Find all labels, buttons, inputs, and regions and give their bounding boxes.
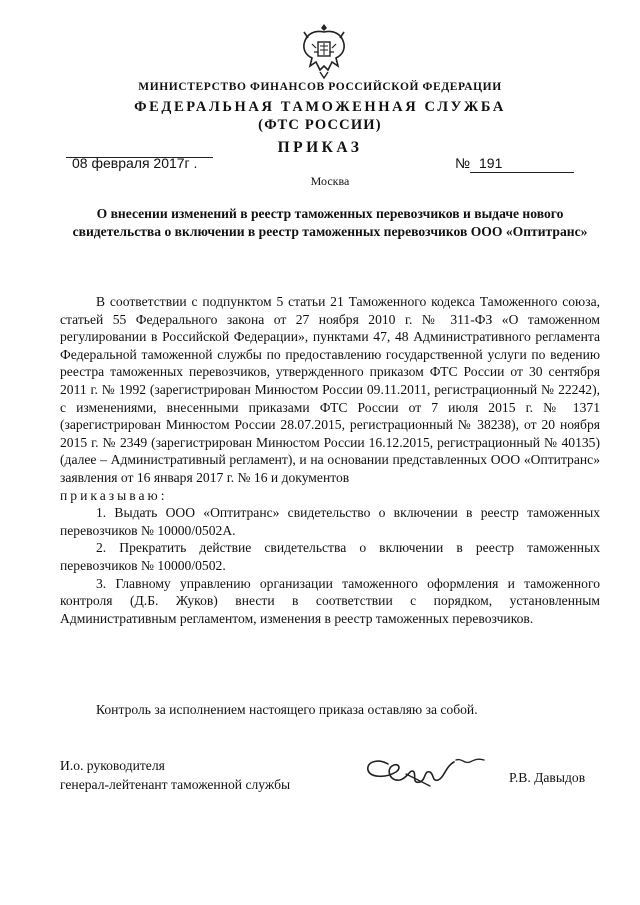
document-title: О внесении изменений в реестр таможенных перевозчиков и выдаче нового свидетельства о включении в реестр таможенных перевозчиков ООО «Оптитранс» xyxy=(72,206,588,239)
service-name: ФЕДЕРАЛЬНАЯ ТАМОЖЕННАЯ СЛУЖБА xyxy=(134,99,506,115)
control-sentence: Контроль за исполнением настоящего приказа оставляю за собой. xyxy=(96,702,478,717)
city: Москва xyxy=(310,174,350,188)
number-underline xyxy=(470,172,574,173)
order-number: 191 xyxy=(479,155,503,171)
order-word: приказываю: xyxy=(60,487,168,503)
order-date: 08 февраля 2017г . xyxy=(72,155,198,171)
preamble-paragraph: В соответствии с подпунктом 5 статьи 21 Таможенного кодекса Таможенного союза, статьей 55 Федерального закона от 27 ноября 2010 г. № 311-ФЗ «О таможенном регулировании в Российской Федерации», пунктами 47, 48 Административного регламента Федеральной таможенной службы по предоставлению государственной услуги по ведению реестра таможенных перевозчиков, утвержденного приказом ФТС России от 30 сентября 2011 г. № 1992 (зарегистрирован Минюстом России 09.11.2011, регистрационный № 22242), с изменениями, внесенными приказами ФТС России от 7 июля 2015 г. № 1371 (зарегистрирован Минюстом России 28.07.2015, регистрационный № 38238), от 20 ноября 2015 г. № 2349 (зарегистрирован Минюстом России 16.12.2015, регистрационный № 40135) (далее – Административный регламент), и на основании представленных ООО «Оптитранс» заявления от 16 января 2017 г. № 16 и документов xyxy=(60,294,600,485)
order-item-2: 2. Прекратить действие свидетельства о включении в реестр таможенных перевозчиков № 10000/0502. xyxy=(60,540,600,573)
signatory-name: Р.В. Давыдов xyxy=(509,770,586,785)
order-item-1: 1. Выдать ООО «Оптитранс» свидетельство о включении в реестр таможенных перевозчиков № 10000/0502А. xyxy=(60,505,600,538)
coat-of-arms-emblem xyxy=(300,22,348,80)
number-sign: № xyxy=(455,155,471,171)
service-short-name: (ФТС РОССИИ) xyxy=(258,117,382,133)
signatory-role-line-2: генерал-лейтенант таможенной службы xyxy=(60,777,291,792)
document-type: ПРИКАЗ xyxy=(277,139,363,156)
signatory-role-line-1: И.о. руководителя xyxy=(60,758,165,773)
order-item-3: 3. Главному управлению организации таможенного оформления и таможенного контроля (Д.Б. Жуков) внести в соответствии с порядком, установленным Административным регламентом, изменения в реестр таможенных перевозчиков. xyxy=(60,575,600,626)
handwritten-signature xyxy=(360,748,490,792)
signatory-role xyxy=(60,756,290,794)
document-body xyxy=(60,293,600,627)
ministry-name: МИНИСТЕРСТВО ФИНАНСОВ РОССИЙСКОЙ ФЕДЕРАЦИИ xyxy=(138,81,502,93)
